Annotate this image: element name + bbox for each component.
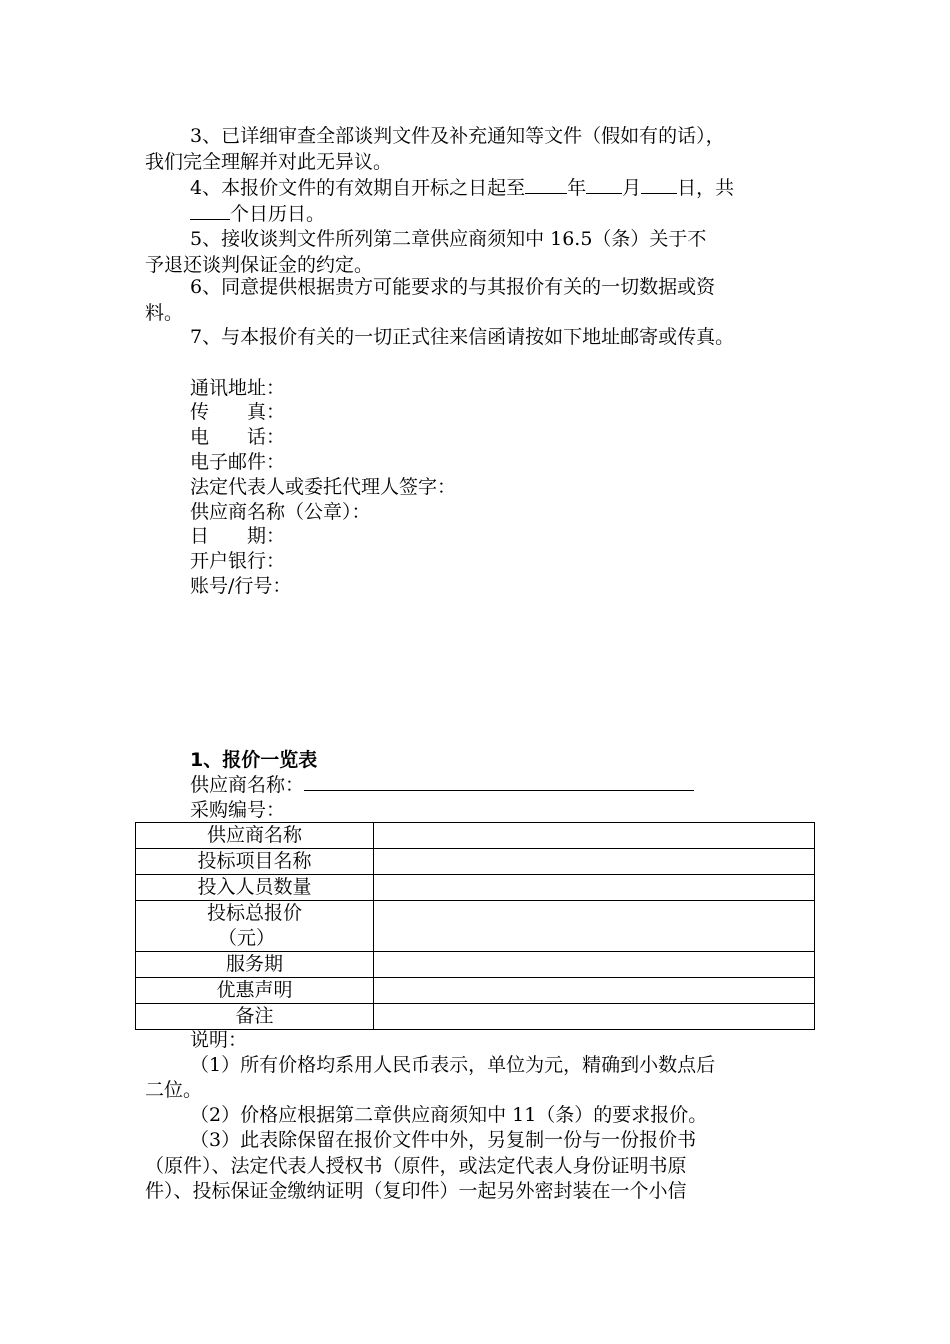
quote-table — [135, 822, 815, 1030]
row-label: 投入人员数量 — [136, 875, 374, 901]
item-3-line-2: 我们完全理解并对此无异议。 — [145, 151, 393, 173]
notes-heading: 说明： — [190, 1029, 248, 1051]
section-title: 1、报价一览表 — [190, 749, 318, 771]
signature-label: 法定代表人或委托代理人签字： — [190, 476, 457, 498]
supplier-name-line — [190, 772, 694, 798]
row-label: 供应商名称 — [136, 823, 374, 849]
supplier-name-blank — [304, 772, 694, 791]
row-label-line-2: （元） — [218, 927, 276, 949]
item-4-line-2 — [190, 201, 325, 227]
fax-label: 传 真： — [190, 401, 286, 423]
date-label: 日 期： — [190, 525, 286, 547]
item-4-month: 月 — [622, 177, 642, 199]
row-label: 备注 — [136, 1004, 374, 1030]
address-label: 通讯地址： — [190, 377, 286, 399]
row-label: 投标项目名称 — [136, 849, 374, 875]
procurement-number-label: 采购编号： — [190, 799, 286, 821]
item-3-line-1: 3、已详细审查全部谈判文件及补充通知等文件（假如有的话）， — [190, 125, 725, 147]
item-4-prefix: 4、本报价文件的有效期自开标之日起至 — [190, 177, 526, 199]
row-value — [374, 849, 815, 875]
row-label-line-1: 投标总报价 — [206, 902, 302, 924]
bank-label: 开户银行： — [190, 550, 286, 572]
note-3-line-3: 件）、投标保证金缴纳证明（复印件）一起另外密封装在一个小信 — [145, 1180, 687, 1202]
table-row — [136, 901, 815, 952]
table-row — [136, 1004, 815, 1030]
table-row — [136, 875, 815, 901]
note-1-line-1: （1）所有价格均系用人民币表示，单位为元，精确到小数点后 — [190, 1054, 716, 1076]
item-4-day: 日，共 — [677, 177, 735, 199]
table-row — [136, 952, 815, 978]
table-row — [136, 978, 815, 1004]
email-label: 电子邮件： — [190, 451, 286, 473]
item-4-line-1 — [190, 175, 734, 201]
row-value — [374, 1004, 815, 1030]
row-value — [374, 875, 815, 901]
item-5-line-2: 予退还谈判保证金的约定。 — [145, 254, 374, 276]
row-value — [374, 823, 815, 849]
account-label: 账号/行号： — [190, 575, 292, 597]
supplier-name-label: 供应商名称： — [190, 774, 305, 796]
item-4-suffix: 个日历日。 — [230, 203, 326, 225]
month-blank — [586, 175, 622, 194]
item-5-line-1: 5、接收谈判文件所列第二章供应商须知中 16.5（条）关于不 — [190, 228, 707, 250]
note-2: （2）价格应根据第二章供应商须知中 11（条）的要求报价。 — [190, 1104, 708, 1126]
item-7: 7、与本报价有关的一切正式往来信函请按如下地址邮寄或传真。 — [190, 326, 735, 348]
row-label: 优惠声明 — [136, 978, 374, 1004]
note-3-line-1: （3）此表除保留在报价文件中外，另复制一份与一份报价书 — [190, 1129, 697, 1151]
row-label — [136, 901, 374, 952]
row-value — [374, 952, 815, 978]
note-1-line-2: 二位。 — [145, 1079, 203, 1101]
days-blank — [190, 201, 230, 220]
table-row — [136, 849, 815, 875]
year-blank — [525, 175, 567, 194]
row-value — [374, 978, 815, 1004]
item-4-year: 年 — [567, 177, 587, 199]
note-3-line-2: （原件）、法定代表人授权书（原件，或法定代表人身份证明书原 — [145, 1155, 687, 1177]
supplier-seal-label: 供应商名称（公章）： — [190, 501, 371, 523]
phone-label: 电 话： — [190, 426, 286, 448]
row-label: 服务期 — [136, 952, 374, 978]
row-value — [374, 901, 815, 952]
item-6-line-2: 料。 — [145, 302, 184, 324]
item-6-line-1: 6、同意提供根据贵方可能要求的与其报价有关的一切数据或资 — [190, 276, 716, 298]
table-row — [136, 823, 815, 849]
day-blank — [641, 175, 677, 194]
